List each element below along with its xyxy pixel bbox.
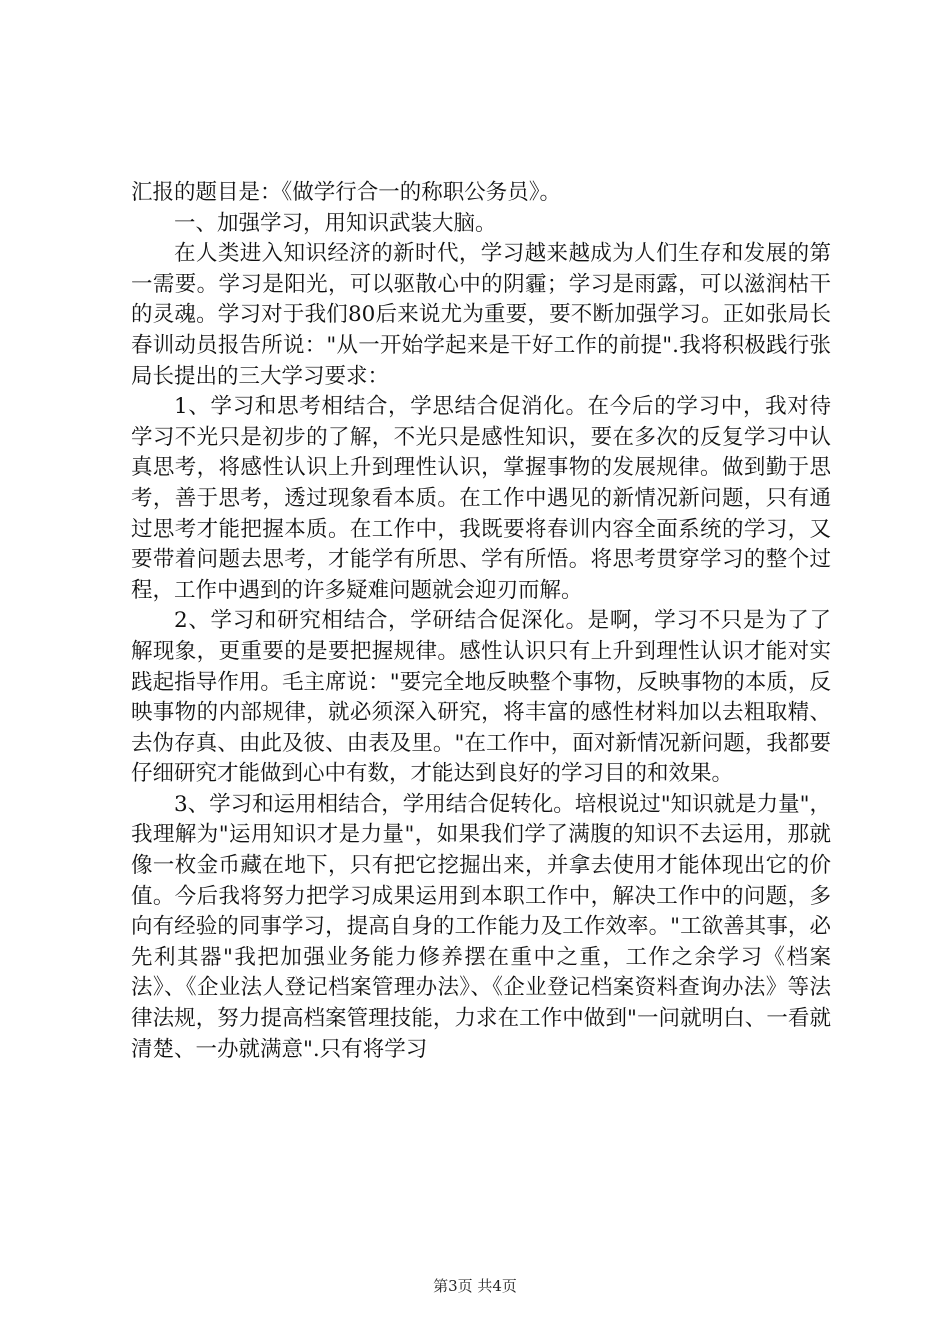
paragraph-intro: 在人类进入知识经济的新时代，学习越来越成为人们生存和发展的第一需要。学习是阳光，可以驱散心中的阴霾；学习是雨露，可以滋润枯干的灵魂。学习对于我们80后来说尤为重要，要不断加强学习。正如张局长春训动员报告所说："从一开始学起来是干好工作的前提".我将积极践行张局长提出的三大学习要求：: [131, 241, 831, 389]
paragraph-point-2: 2、学习和研究相结合，学研结合促深化。是啊，学习不只是为了了解现象，更重要的是要把握规律。感性认识只有上升到理性认识才能对实践起指导作用。毛主席说："要完全地反映整个事物，反映事物的本质，反映事物的内部规律，就必须深入研究，将丰富的感性材料加以去粗取精、去伪存真、由此及彼、由表及里。"在工作中，面对新情况新问题，我都要仔细研究才能做到心中有数，才能达到良好的学习目的和效果。: [131, 608, 831, 787]
page-footer: [0, 1276, 950, 1296]
paragraph-report-title: 汇报的题目是：《做学行合一的称职公务员》。: [131, 180, 562, 205]
paragraph-point-3: 3、学习和运用相结合，学用结合促转化。培根说过"知识就是力量"，我理解为"运用知识才是力量"，如果我们学了满腹的知识不去运用，那就像一枚金币藏在地下，只有把它挖掘出来，并拿去使用才能体现出它的价值。今后我将努力把学习成果运用到本职工作中，解决工作中的问题，多向有经验的同事学习，提高自身的工作能力及工作效率。"工欲善其事，必先利其器"我把加强业务能力修养摆在重中之重，工作之余学习《档案法》、《企业法人登记档案管理办法》、《企业登记档案资料查询办法》等法律法规，努力提高档案管理技能，力求在工作中做到"一问就明白、一看就清楚、一办就满意".只有将学习: [131, 791, 831, 1062]
document-body: [131, 178, 831, 1065]
page-number-label: 第3页 共4页: [433, 1277, 517, 1295]
paragraph-point-1: 1、学习和思考相结合，学思结合促消化。在今后的学习中，我对待学习不光只是初步的了解，不光只是感性知识，要在多次的反复学习中认真思考，将感性认识上升到理性认识，掌握事物的发展规律。做到勤于思考，善于思考，透过现象看本质。在工作中遇见的新情况新问题，只有通过思考才能把握本质。在工作中，我既要将春训内容全面系统的学习，又要带着问题去思考，才能学有所思、学有所悟。将思考贯穿学习的整个过程，工作中遇到的许多疑难问题就会迎刃而解。: [131, 394, 831, 603]
paragraph-section-heading: 一、加强学习，用知识武装大脑。: [174, 210, 497, 236]
